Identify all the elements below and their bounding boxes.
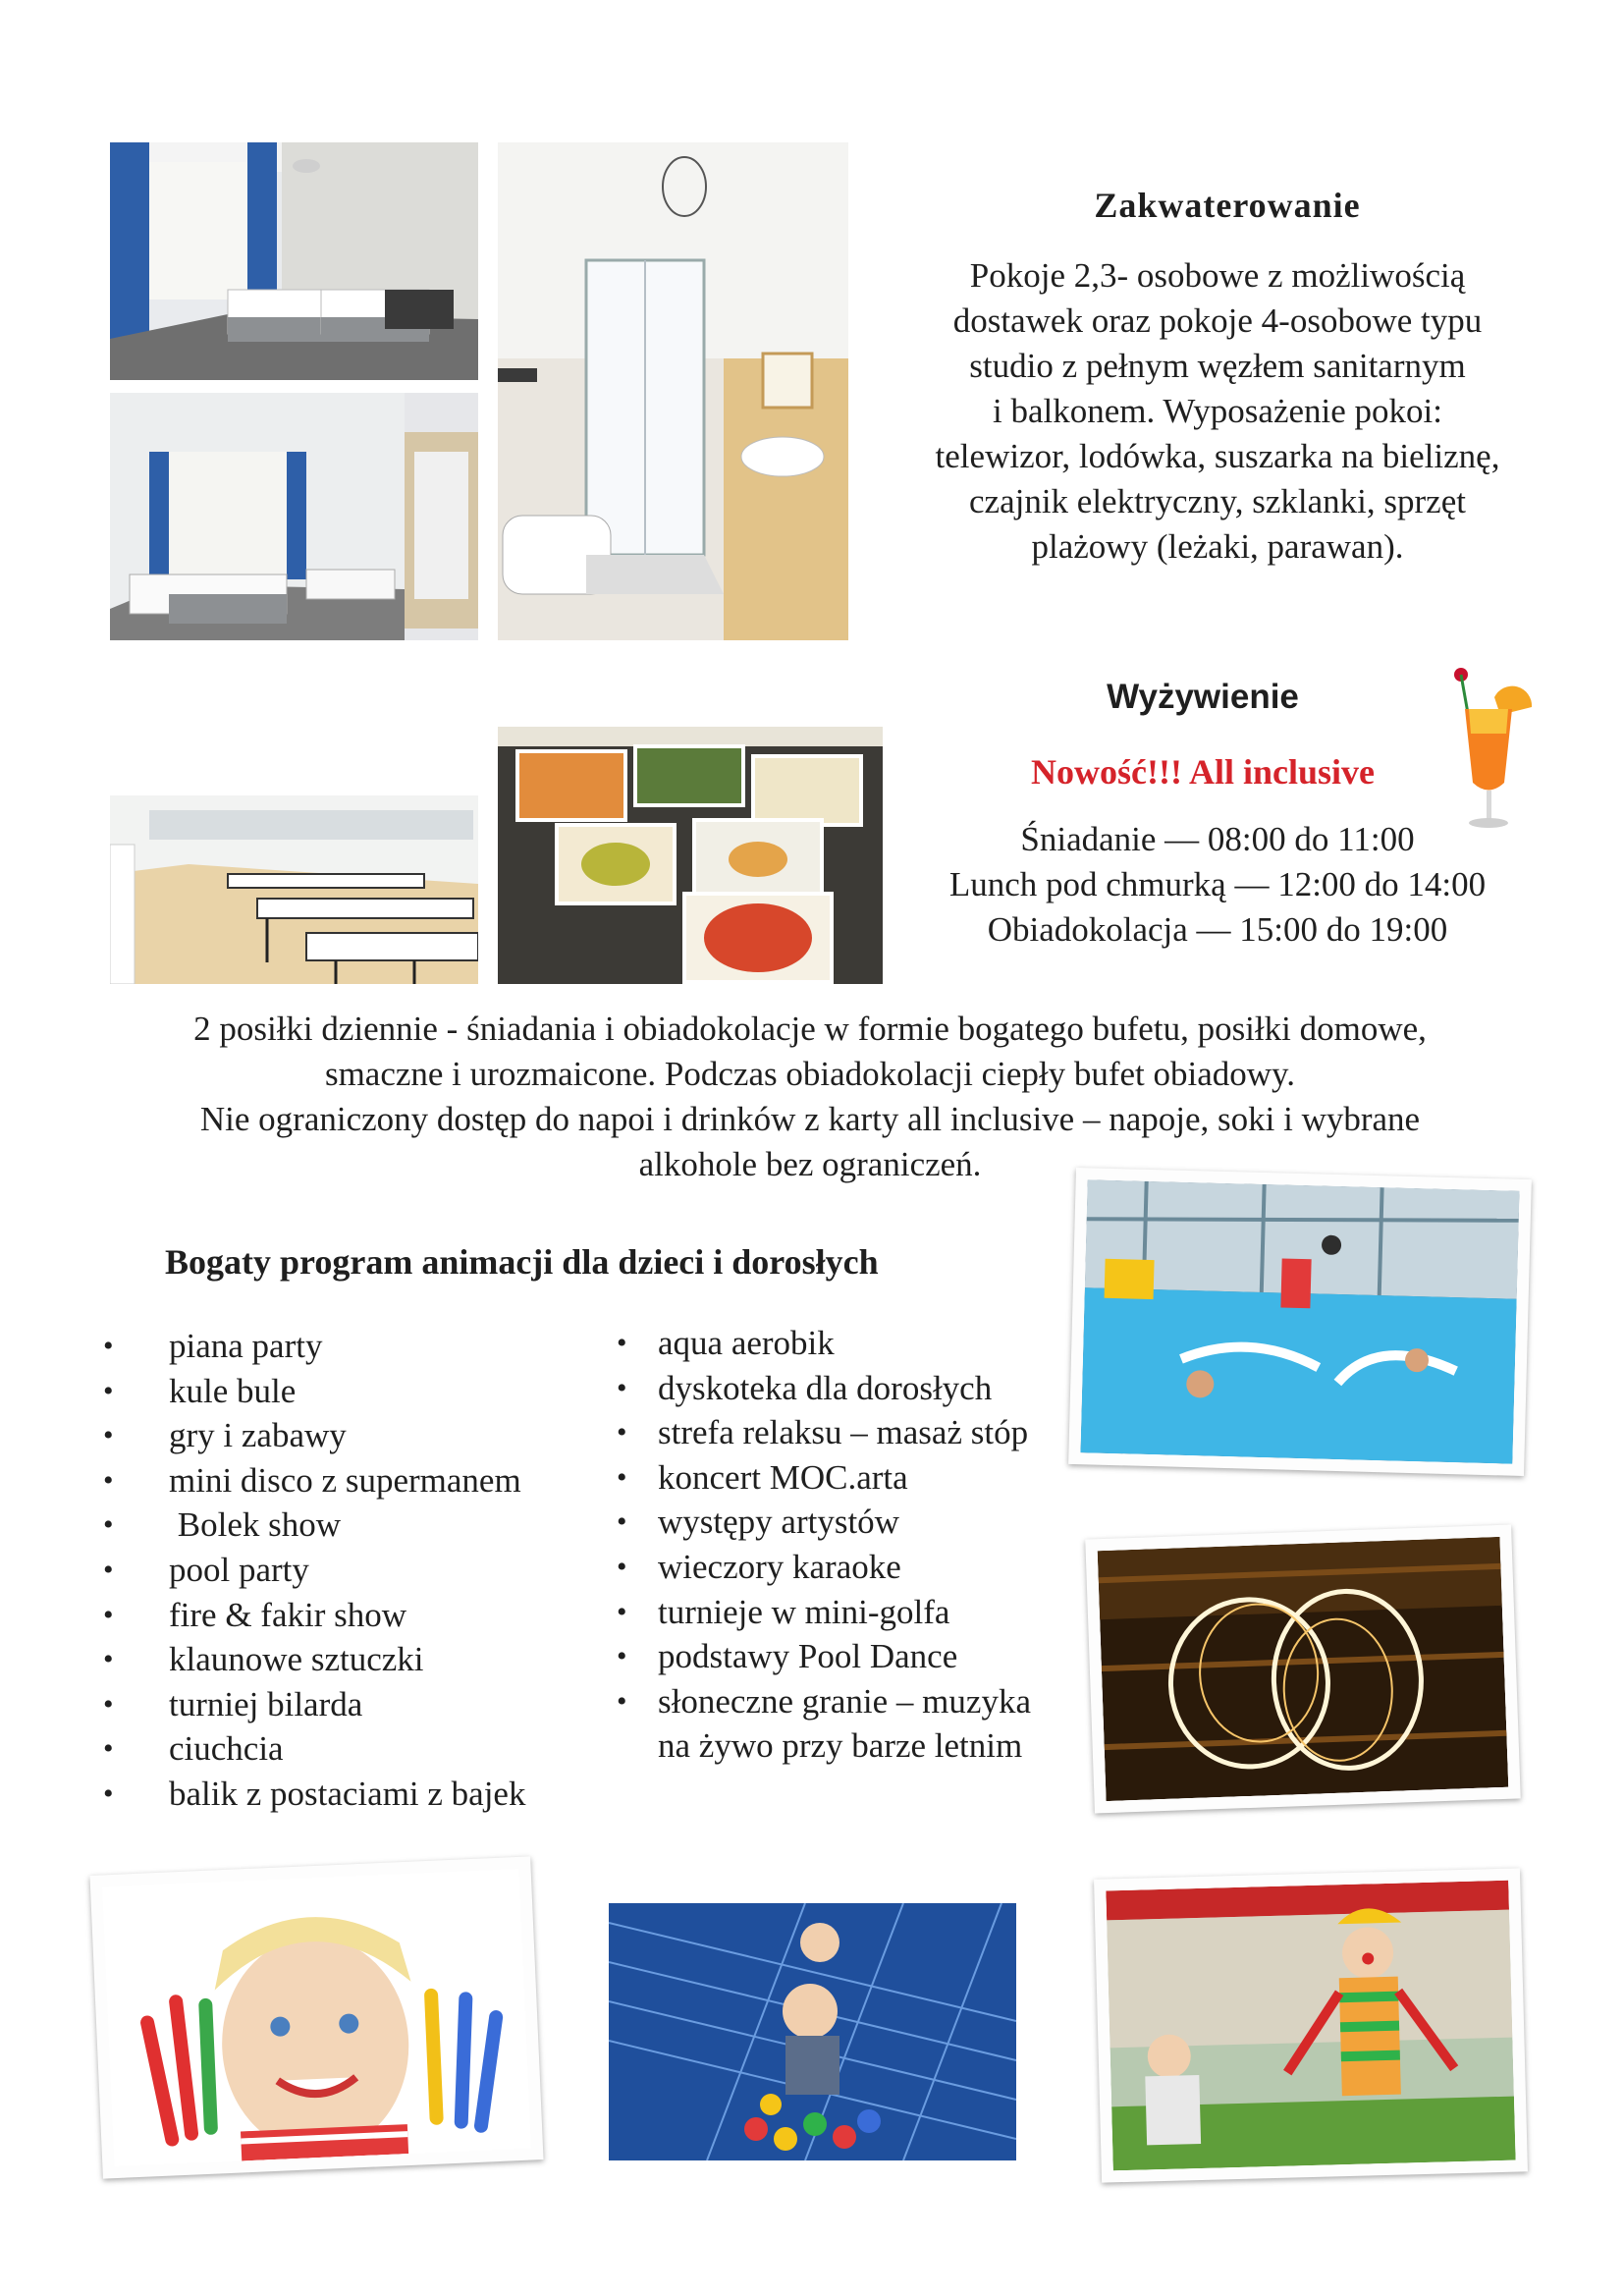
accommodation-line: czajnik elektryczny, szklanki, sprzęt — [969, 482, 1466, 520]
photo-buffet — [498, 727, 883, 984]
animation-list-left — [103, 1324, 653, 1817]
list-item: • strefa relaksu – masaż stóp — [617, 1410, 1088, 1455]
food-title: Wyżywienie — [1107, 678, 1299, 716]
photo-ball-pit — [609, 1903, 1016, 2160]
accommodation-line: Pokoje 2,3- osobowe z możliwością — [969, 256, 1466, 295]
accommodation-description — [864, 253, 1571, 570]
schedule-lunch: Lunch pod chmurką — 12:00 do 14:00 — [948, 865, 1487, 903]
photo-bedroom-2 — [110, 393, 478, 640]
list-item: • mini disco z supermanem — [103, 1458, 653, 1503]
schedule-breakfast: Śniadanie — 08:00 do 11:00 — [1020, 820, 1415, 858]
list-item: • fire & fakir show — [103, 1593, 653, 1638]
accommodation-line: dostawek oraz pokoje 4-osobowe typu — [952, 301, 1483, 340]
list-item: • kule bule — [103, 1369, 653, 1414]
list-item: • wieczory karaoke — [617, 1545, 1088, 1590]
list-item: • turnieje w mini-golfa — [617, 1590, 1088, 1635]
list-item: • ciuchcia — [103, 1726, 653, 1772]
list-item: • gry i zabawy — [103, 1413, 653, 1458]
accommodation-line: telewizor, lodówka, suszarka na bieliznę, — [935, 437, 1500, 475]
photo-bedroom-1 — [110, 142, 478, 380]
meals-description — [98, 1007, 1522, 1187]
list-item: • aqua aerobik — [617, 1321, 1088, 1366]
meals-line: smaczne i urozmaicone. Podczas obiadokolacji ciepły bufet obiadowy. — [324, 1055, 1296, 1093]
accommodation-line: i balkonem. Wyposażenie pokoi: — [993, 392, 1442, 430]
meals-line: 2 posiłki dziennie - śniadania i obiadokolacje w formie bogatego bufetu, posiłki domowe, — [193, 1010, 1427, 1048]
meals-line: Nie ograniczony dostęp do napoi i drinków z karty all inclusive – napoje, soki i wybrane — [199, 1100, 1421, 1138]
all-inclusive-highlight: Nowość!!! All inclusive — [1031, 752, 1375, 792]
list-item: • słoneczne granie – muzyka — [617, 1679, 1088, 1724]
list-item: • Bolek show — [103, 1503, 653, 1548]
list-item-continuation: na żywo przy barze letnim — [658, 1726, 1023, 1766]
list-item: • dyskoteka dla dorosłych — [617, 1366, 1088, 1411]
photo-child-painted-hands — [89, 1856, 543, 2178]
list-item: • turniej bilarda — [103, 1682, 653, 1727]
list-item: • występy artystów — [617, 1500, 1088, 1545]
animation-title: Bogaty program animacji dla dzieci i dorosłych — [165, 1242, 879, 1282]
list-item: • podstawy Pool Dance — [617, 1634, 1088, 1679]
photo-fire-show — [1085, 1525, 1520, 1814]
photo-dining-hall — [110, 727, 478, 984]
accommodation-line: studio z pełnym węzłem sanitarnym — [969, 347, 1466, 385]
accommodation-title: Zakwaterowanie — [1094, 186, 1361, 225]
schedule-dinner: Obiadokolacja — 15:00 do 19:00 — [987, 910, 1448, 949]
photo-bathroom — [498, 142, 848, 640]
cocktail-icon — [1443, 660, 1534, 837]
photo-aqua-aerobic — [1068, 1168, 1532, 1476]
meals-line: alkohole bez ograniczeń. — [638, 1145, 982, 1183]
photo-clown — [1094, 1868, 1528, 2182]
list-item: • klaunowe sztuczki — [103, 1637, 653, 1682]
animation-list-right — [617, 1321, 1088, 1769]
meal-schedule — [864, 817, 1571, 953]
accommodation-line: plażowy (leżaki, parawan). — [1031, 527, 1404, 566]
list-item: • balik z postaciami z bajek — [103, 1772, 653, 1817]
list-item: • piana party — [103, 1324, 653, 1369]
list-item: • pool party — [103, 1548, 653, 1593]
list-item: • koncert MOC.arta — [617, 1455, 1088, 1501]
